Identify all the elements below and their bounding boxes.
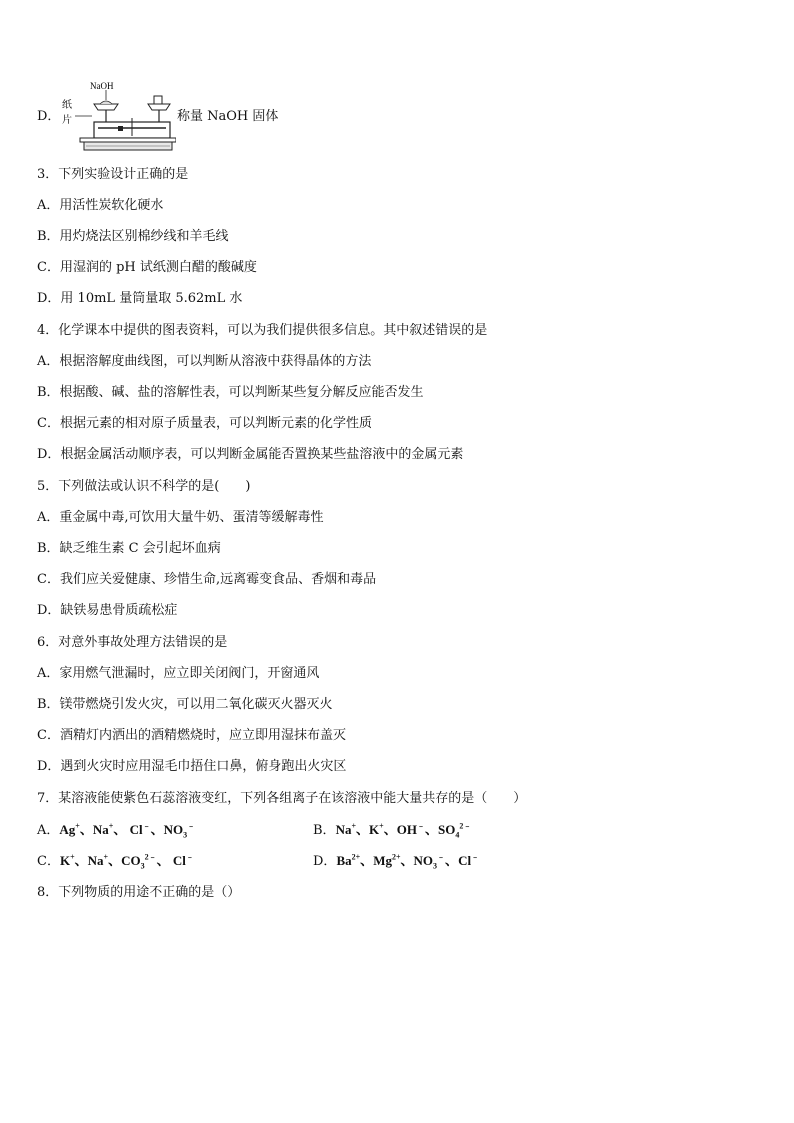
q7-option-b: B．Na+、K+、OH﹣、$SO_4^{2﹣}$	[313, 821, 472, 840]
q3-stem: 3．下列实验设计正确的是	[37, 167, 189, 182]
left-pan	[94, 104, 118, 110]
q4-option-b: B．根据酸、碱、盐的溶解性表，可以判断某些复分解反应能否发生	[37, 385, 424, 400]
q5-option-b: B．缺乏维生素 C 会引起坏血病	[37, 541, 221, 556]
figure-paper-label-2: 片	[62, 115, 72, 126]
balance-figure	[58, 78, 176, 156]
q6-option-c: C．酒精灯内洒出的酒精燃烧时，应立即用湿抹布盖灭	[37, 728, 346, 743]
q5-option-a: A．重金属中毒,可饮用大量牛奶、蛋清等缓解毒性	[37, 510, 324, 525]
q6-option-b: B．镁带燃烧引发火灾，可以用二氧化碳灭火器灭火	[37, 697, 333, 712]
q3-option-d: D．用 10mL 量筒量取 5.62mL 水	[37, 291, 243, 306]
naoh-sample	[100, 101, 112, 104]
figure-paper-label-1: 纸	[62, 100, 72, 111]
q7-option-a: A．Ag+、Na+、 Cl﹣、$NO_3^﹣$	[37, 821, 196, 840]
weight	[154, 96, 162, 104]
q4-option-a: A．根据溶解度曲线图，可以判断从溶液中获得晶体的方法	[37, 354, 372, 369]
q3-option-b: B．用灼烧法区别棉纱线和羊毛线	[37, 229, 229, 244]
q5-option-c: C．我们应关爱健康、珍惜生命,远离霉变食品、香烟和毒品	[37, 572, 377, 587]
q5-option-d: D．缺铁易患骨质疏松症	[37, 603, 178, 618]
q6-option-a: A．家用燃气泄漏时，应立即关闭阀门，开窗通风	[37, 666, 320, 681]
q4-stem: 4．化学课本中提供的图表资料，可以为我们提供很多信息。其中叙述错误的是	[37, 323, 488, 338]
q2-option-d-text: 称量 NaOH 固体	[177, 109, 279, 124]
balance-base-top	[80, 138, 176, 142]
q3-option-c: C．用湿润的 pH 试纸测白醋的酸碱度	[37, 260, 257, 275]
q7-stem: 7．某溶液能使紫色石蕊溶液变红，下列各组离子在该溶液中能大量共存的是（ ）	[37, 791, 527, 806]
q7-option-d: D．$Ba^{2+}$、$Mg^{2+}$、$NO_3^﹣$、Cl﹣	[313, 852, 480, 871]
q8-stem: 8．下列物质的用途不正确的是（）	[37, 885, 241, 900]
q3-option-a: A．用活性炭软化硬水	[37, 198, 164, 213]
q6-option-d: D．遇到火灾时应用湿毛巾捂住口鼻，俯身跑出火灾区	[37, 759, 347, 774]
q7-option-c: C．K+、Na+、$CO_3^{2﹣}$、 Cl﹣	[37, 852, 194, 871]
right-pan	[148, 104, 170, 110]
q4-option-c: C．根据元素的相对原子质量表，可以判断元素的化学性质	[37, 416, 372, 431]
q2-option-d-label: D．	[37, 109, 61, 124]
figure-naoh-label: NaOH	[90, 81, 114, 91]
q5-stem: 5．下列做法或认识不科学的是( )	[37, 479, 251, 494]
q6-stem: 6．对意外事故处理方法错误的是	[37, 635, 228, 650]
q4-option-d: D．根据金属活动顺序表，可以判断金属能否置换某些盐溶液中的金属元素	[37, 447, 464, 462]
